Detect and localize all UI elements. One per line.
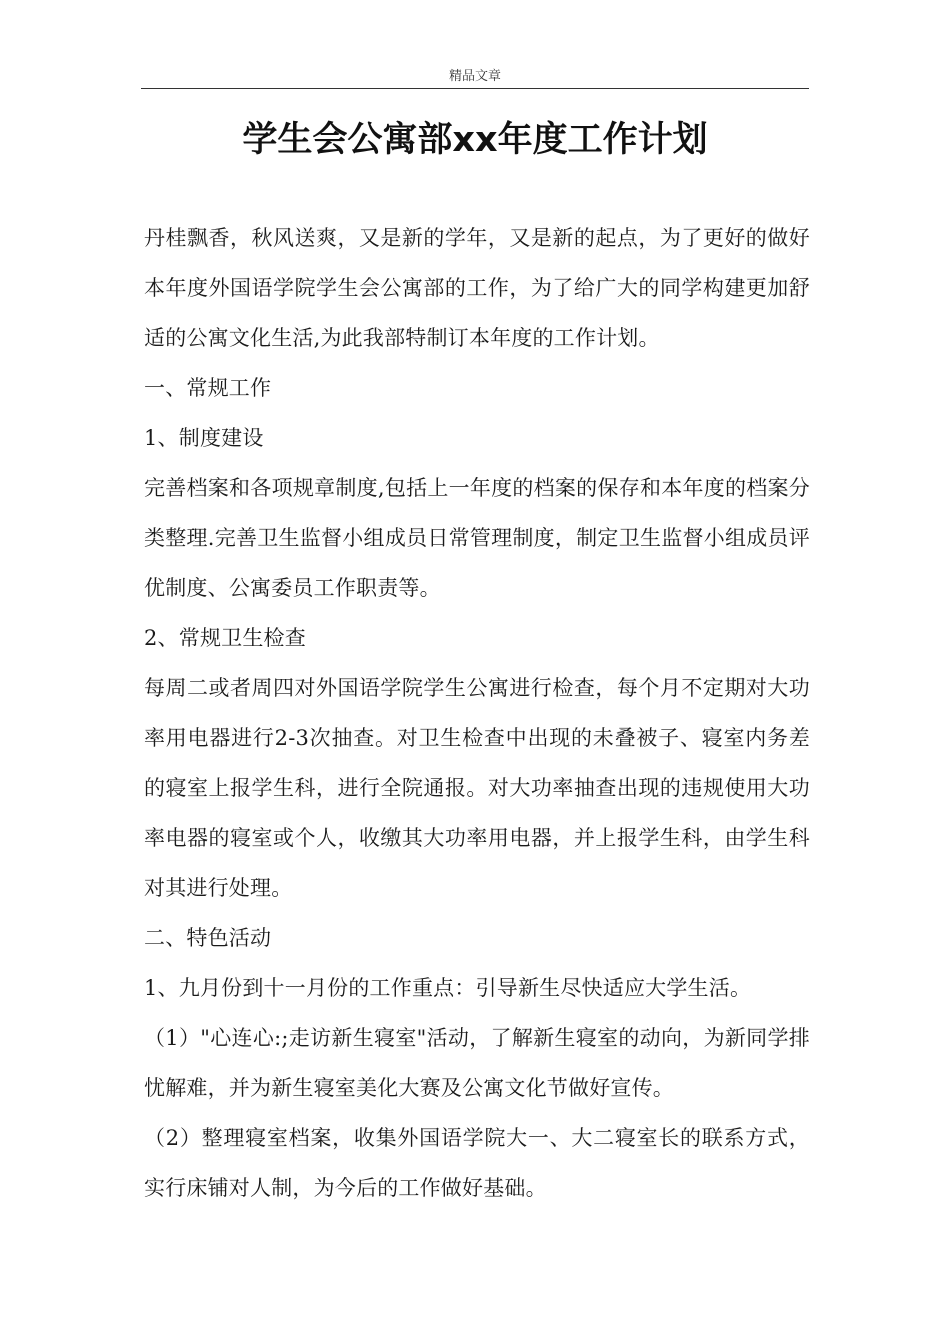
list-item-visit-dorms: （1）"心连心:;走访新生寝室"活动，了解新生寝室的动向，为新同学排忧解难，并为新生寝室美化大赛及公寓文化节做好宣传。 xyxy=(144,1026,810,1100)
subheading-sep-nov-focus: 1、九月份到十一月份的工作重点：引导新生尽快适应大学生活。 xyxy=(144,976,752,1000)
paragraph-hygiene-inspection: 每周二或者周四对外国语学院学生公寓进行检查，每个月不定期对大功率用电器进行2-3次抽查。对卫生检查中出现的未叠被子、寝室内务差的寝室上报学生科，进行全院通报。对大功率抽查出现的违规使用大功率电器的寝室或个人，收缴其大功率用电器，并上报学生科，由学生科对其进行处理。 xyxy=(144,676,810,900)
document-body xyxy=(144,213,810,1213)
document-title: 学生会公寓部xx年度工作计划 xyxy=(242,120,708,160)
paragraph-system-building: 完善档案和各项规章制度,包括上一年度的档案的保存和本年度的档案分类整理.完善卫生监督小组成员日常管理制度，制定卫生监督小组成员评优制度、公寓委员工作职责等。 xyxy=(144,476,810,600)
header-divider xyxy=(141,88,809,89)
subheading-hygiene-inspection: 2、常规卫生检查 xyxy=(144,626,306,650)
page-header: 精品文章 xyxy=(448,69,501,84)
intro-paragraph: 丹桂飘香，秋风送爽，又是新的学年，又是新的起点，为了更好的做好本年度外国语学院学生会公寓部的工作，为了给广大的同学构建更加舒适的公寓文化生活,为此我部特制订本年度的工作计划。 xyxy=(144,226,810,350)
section-heading-routine-work: 一、常规工作 xyxy=(144,376,272,400)
list-item-dorm-records: （2）整理寝室档案，收集外国语学院大一、大二寝室长的联系方式，实行床铺对人制，为今后的工作做好基础。 xyxy=(144,1126,810,1200)
section-heading-special-activities: 二、特色活动 xyxy=(144,926,272,950)
subheading-system-building: 1、制度建设 xyxy=(144,426,264,450)
